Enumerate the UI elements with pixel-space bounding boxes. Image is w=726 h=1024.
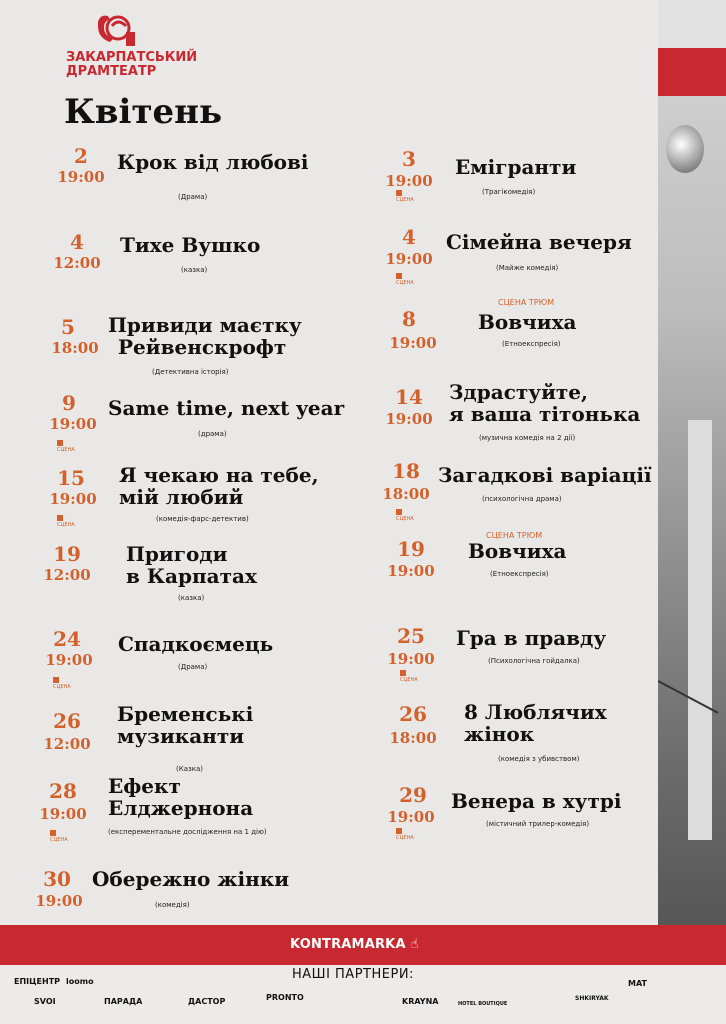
event-title-line1: Пригоди xyxy=(126,542,228,566)
event-day: 26 xyxy=(53,709,81,733)
partner-logo[interactable]: KRAYNA xyxy=(402,997,439,1006)
event-title-line2: Рейвенскрофт xyxy=(118,335,287,359)
event-time: 12:00 xyxy=(43,566,91,584)
event-title-line2: в Карпатах xyxy=(126,564,257,588)
lamp-icon xyxy=(666,125,704,173)
photo-stripe-red xyxy=(658,48,726,96)
stage-trum-badge: СЦЕНА xyxy=(396,828,414,841)
event-genre: (Майже комедія) xyxy=(496,264,559,272)
stage-trum-badge: СЦЕНА xyxy=(396,509,414,522)
event-day: 26 xyxy=(399,702,427,726)
event-time: 19:00 xyxy=(49,490,97,508)
event-genre: (казка) xyxy=(181,266,208,274)
event-title-line2: мій любий xyxy=(119,485,244,509)
event-genre: (психологічна драма) xyxy=(482,495,562,503)
event-title: Спадкоємець xyxy=(118,632,274,656)
event-title: Вовчиха xyxy=(478,310,577,334)
org-name-line2: ДРАМТЕАТР xyxy=(66,64,157,79)
partners-heading: НАШІ ПАРТНЕРИ: xyxy=(292,967,414,982)
event-genre: (комедія з убивством) xyxy=(498,755,580,763)
event-time: 18:00 xyxy=(389,729,437,747)
event-title-line1: Я чекаю на тебе, xyxy=(119,463,319,487)
event-genre: (драма) xyxy=(198,430,227,438)
org-name-line1: ЗАКАРПАТСЬКИЙ xyxy=(66,50,198,65)
partner-logo[interactable]: ПАРАДА xyxy=(104,997,143,1006)
event-day: 5 xyxy=(61,315,75,339)
stage-label: СЦЕНА ТРЮМ xyxy=(486,531,543,540)
stage-trum-badge: СЦЕНА xyxy=(396,273,414,286)
event-title-line1: Бременські xyxy=(117,702,254,726)
stage-trum-badge: СЦЕНА xyxy=(57,440,75,453)
partner-logo[interactable]: loomo xyxy=(66,977,94,986)
event-title-line1: Привиди маєтку xyxy=(108,313,302,337)
event-time: 18:00 xyxy=(382,485,430,503)
stage-trum-badge: СЦЕНА xyxy=(50,830,68,843)
event-genre: (експерементальне дослідження на 1 дію) xyxy=(108,828,267,836)
event-day: 28 xyxy=(49,779,77,803)
stage-trum-badge: СЦЕНА xyxy=(396,190,414,203)
event-time: 19:00 xyxy=(385,172,433,190)
event-genre: (Драма) xyxy=(178,193,208,201)
event-time: 19:00 xyxy=(49,415,97,433)
event-day: 2 xyxy=(74,144,88,168)
event-time: 18:00 xyxy=(51,339,99,357)
event-time: 12:00 xyxy=(53,254,101,272)
event-time: 19:00 xyxy=(39,805,87,823)
event-title: Вовчиха xyxy=(468,539,567,563)
event-title-line2: жінок xyxy=(464,722,535,746)
stage-trum-badge: СЦЕНА xyxy=(53,677,71,690)
event-title: Сімейна вечеря xyxy=(446,230,632,254)
event-title-line1: Ефект xyxy=(108,774,181,798)
event-day: 30 xyxy=(43,867,71,891)
partners-section xyxy=(0,965,726,1024)
event-day: 8 xyxy=(402,307,416,331)
event-title: Венера в хутрі xyxy=(451,789,622,813)
event-time: 19:00 xyxy=(35,892,83,910)
event-time: 19:00 xyxy=(387,562,435,580)
partner-logo[interactable]: PRONTO xyxy=(266,993,304,1002)
event-genre: (комедія) xyxy=(155,901,190,909)
event-title: Крок від любові xyxy=(117,150,309,174)
event-time: 19:00 xyxy=(45,651,93,669)
partner-logo[interactable]: MAT xyxy=(628,979,647,988)
event-day: 4 xyxy=(70,230,84,254)
event-genre: (Детективна історія) xyxy=(152,368,229,376)
event-genre: (комедія-фарс-детектив) xyxy=(156,515,249,523)
event-time: 19:00 xyxy=(385,410,433,428)
event-time: 19:00 xyxy=(385,250,433,268)
kontramarka-label: KONTRAMARKA xyxy=(290,937,406,952)
event-genre: (Етноекспресія) xyxy=(490,570,549,578)
event-day: 14 xyxy=(395,385,423,409)
partner-logo[interactable]: SVOI xyxy=(34,997,56,1006)
stage-trum-badge: СЦЕНА xyxy=(57,515,75,528)
event-genre: (Етноекспресія) xyxy=(502,340,561,348)
event-day: 19 xyxy=(53,542,81,566)
partner-logo[interactable]: ЕПІЦЕНТР xyxy=(14,977,61,986)
kontramarka-link[interactable] xyxy=(290,937,419,952)
event-day: 4 xyxy=(402,225,416,249)
event-title: Загадкові варіації xyxy=(438,463,652,487)
partner-logo[interactable]: HOTEL BOUTIQUE xyxy=(458,1001,508,1007)
ticket-bar[interactable] xyxy=(0,925,726,965)
event-title-line2: музиканти xyxy=(117,724,245,748)
event-day: 9 xyxy=(62,391,76,415)
event-genre: (Драма) xyxy=(178,663,208,671)
event-genre: (казка) xyxy=(178,594,205,602)
event-day: 19 xyxy=(397,537,425,561)
event-title: Тихе Вушко xyxy=(120,233,261,257)
event-time: 19:00 xyxy=(387,650,435,668)
event-time: 19:00 xyxy=(387,808,435,826)
event-day: 24 xyxy=(53,627,81,651)
event-day: 18 xyxy=(392,459,420,483)
event-time: 19:00 xyxy=(57,168,105,186)
event-time: 19:00 xyxy=(389,334,437,352)
event-genre: (Казка) xyxy=(176,765,203,773)
photo-stripe-light xyxy=(658,0,726,48)
event-title: Гра в правду xyxy=(456,626,607,650)
logo-mask-icon xyxy=(96,12,136,50)
event-day: 25 xyxy=(397,624,425,648)
partner-logo[interactable]: SHKIRYAK xyxy=(575,995,609,1002)
event-time: 12:00 xyxy=(43,735,91,753)
event-title: Емігранти xyxy=(455,155,577,179)
event-genre: (музична комедія на 2 дії) xyxy=(479,434,576,442)
event-day: 15 xyxy=(57,466,85,490)
event-title-line2: я ваша тітонька xyxy=(449,402,641,426)
event-title-line1: Здрастуйте, xyxy=(449,380,588,404)
event-title-line1: 8 Люблячих xyxy=(464,700,607,724)
event-genre: (Трагікомедія) xyxy=(482,188,536,196)
partner-logo[interactable]: ДАСТОР xyxy=(188,997,226,1006)
event-day: 29 xyxy=(399,783,427,807)
stage-trum-badge: СЦЕНА xyxy=(400,670,418,683)
event-genre: (містичний трилер-комедія) xyxy=(486,820,590,828)
column-shape xyxy=(688,420,712,840)
event-day: 3 xyxy=(402,147,416,171)
event-title: Same time, next year xyxy=(108,396,345,420)
month-title: Квітень xyxy=(64,92,223,132)
stage-label: СЦЕНА ТРЮМ xyxy=(498,298,555,307)
org-name xyxy=(66,50,198,79)
event-title: Обережно жінки xyxy=(92,867,290,891)
theatre-building-photo xyxy=(658,0,726,1024)
event-genre: (Психологічна гойдалка) xyxy=(488,657,580,665)
thumbs-up-icon: ☝ xyxy=(410,937,419,952)
event-title-line2: Елджернона xyxy=(108,796,254,820)
